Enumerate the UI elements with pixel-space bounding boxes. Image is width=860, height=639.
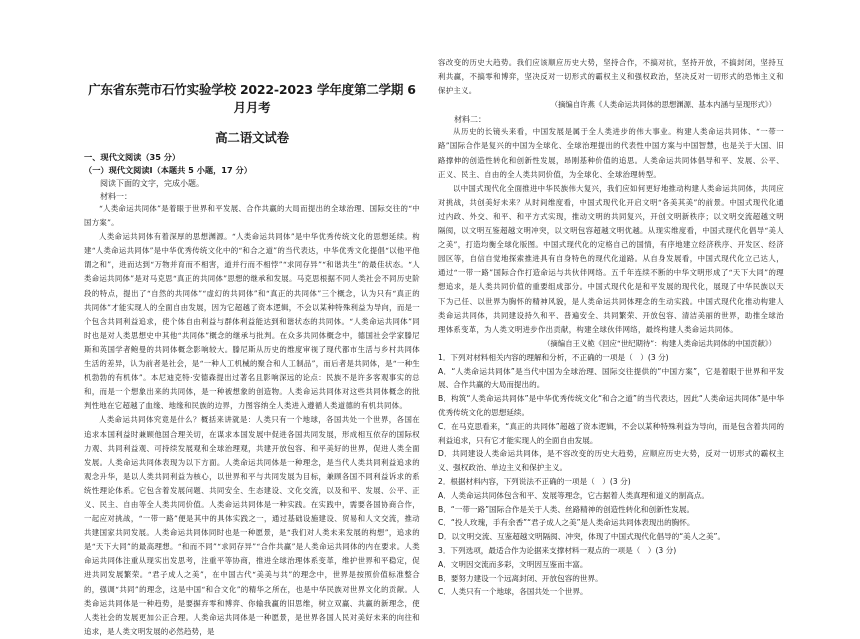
material1-paragraph: “人类命运共同体”是着眼于世界和平发展、合作共赢的大局而提出的全球治理、国际交往的“中国方案”。	[84, 204, 420, 228]
question-option: C．人类只有一个地球，各国共处一个世界。	[438, 587, 588, 597]
subsection-heading: （一）现代文阅读Ⅰ（本题共 5 小题，17 分）	[84, 165, 252, 175]
section-heading: 一、现代文阅读（35 分）	[84, 152, 181, 162]
exam-title-line2: 高二语文试卷	[215, 130, 289, 145]
material1-paragraph: 人类命运共同体有着深厚的思想渊源。“人类命运共同体”是中华优秀传统文化的思想延续。构建“人类命运共同体”是中华优秀传统文化中的“和合之道”的当代表达，中华优秀文化提倡“以他平他谓之和”，进而达到“万物并育而不相害，道并行而不相悖”“求同存异”“和谐共生”的最佳状态。“人类命运共同体”是对马克思“真正的共同体”思想的继承和发展。马克思根据不同人类社会不同历史阶段的特点，提出了“自然的共同体”“虚幻的共同体”和“真正的共同体”三个概念，认为只有“真正的共同体”才能实现人的全面自由发展，因为它超越了资本逻辑，不会以某种特殊利益为导向，而是一个包含共同利益追求，使个体自由利益与群体利益能达到和谐状态的共同体。“人类命运共同体”同时也是对人类思想史中其他“共同体”概念的继承与批判。在众多共同体概念中，德国社会学家滕尼斯和英国学者鲍曼的共同体概念影响较大。滕尼斯从历史的维度审视了现代都市生活与乡村共同体生活的差异，认为前者是社会，是“一种人工机械的聚合和人工制品”，而后者是共同体，是“一种生机勃勃的有机体”。本尼迪克特·安德森提出过著名且影响深远的论点：民族不是许多客观事实的总和，而是一个想象出来的共同体，是一种被想象的创造物。人类命运共同体对这些共同体概念的批判性地在它超越了血缘、地缘和民族的边界，力图容纳全人类进入遵循人类道德的有机共同体。	[84, 232, 420, 411]
question-2	[438, 475, 784, 544]
material1-source: （摘编自许燕《人类命运共同体的思想渊源、基本内涵与呈现形式》）	[550, 100, 776, 110]
material1-label: 材料一：	[100, 192, 132, 201]
right-column	[438, 0, 784, 608]
question-option: A．文明因交流而多彩，文明因互鉴而丰富。	[438, 559, 588, 569]
question-stem: 3．下列选项，最适合作为论据来支撑材料一观点的一项是（ ）(3 分)	[438, 546, 677, 556]
material2-source: （摘编自王义桅《回应“世纪期待”：构建人类命运共同体的中国贡献》）	[543, 338, 776, 348]
question-option: D．以文明交流、互鉴超越文明隔阂、冲突，体现了中国式现代化倡导的“美人之美”。	[438, 532, 726, 542]
material2-paragraph: 从历史的长镜头来看，中国发展是属于全人类进步的伟大事业。构建人类命运共同体、“一带一路”国际合作是复兴的中国为全球化、全球治理提出的代表性中国方案与中国智慧，也是关于大国、旧路撑伸的创造性转化和创新性发展，昂刚基种价值的追思。人类命运共同体倡导和平、发展、公平、正义、民主、自由的全人类共同价值，为全球化、全球治理转型。	[438, 127, 784, 179]
question-option: C．在马克思看来，“真正的共同体”超越了资本逻辑，不会以某种特殊利益为导向，而是包含着共同的利益追求，只有它才能实现人的全面自由发展。	[438, 421, 784, 445]
question-option: B．“一带一路”国际合作是关于人类、丝路精神的创造性转化和创新性发展。	[438, 504, 695, 514]
material1-continuation: 容改变的历史大趋势。我们应该顺应历史大势，坚持合作，不搞对抗，坚持开放，不搞封闭，坚持互利共赢，不搞零和博弈，坚决反对一切形式的霸权主义和强权政治，坚决反对一切形式的恐怖主义和保护主义。	[438, 58, 784, 96]
question-option: D．共同建设人类命运共同体，是不容改变的历史大趋势，应顺应历史大势，反对一切形式的霸权主义、强权政治、单边主义和保护主义。	[438, 449, 784, 473]
question-3	[438, 544, 784, 599]
question-1	[438, 351, 784, 475]
question-stem: 1．下列对材料相关内容的理解和分析，不正确的一项是（ ）(3 分)	[438, 352, 669, 362]
exam-title-line1: 广东省东莞市石竹实验学校 2022-2023 学年度第二学期 6 月月考	[88, 82, 416, 115]
question-option: C．“投人玫瑰，手有余香”“君子成人之美”是人类命运共同体表现出的胸怀。	[438, 518, 695, 528]
question-option: B．构筑“人类命运共同体”是中华优秀传统文化“和合之道”的当代表达，因此“人类命运共同体”是中华优秀传统文化的思想延续。	[438, 394, 784, 418]
material2-paragraph: 以中国式现代化全面推进中华民族伟大复兴，我们应如何更好地推动构建人类命运共同体，共同应对挑战，共创美好未来？从时间维度看，中国式现代化开启文明“各美其美”的前景。中国式现代化通过内政、外交、和平、和平方式实现，推动文明的共同复兴，开创文明新秩序；以文明交流超越文明隔阂，以文明互鉴超越文明冲突，以文明包容超越文明优越。从现实维度看，中国式现代化倡导“美人之美”，打造均衡全球化版图。中国式现代化的定格自己的国情，有序地建立经济秩序、开发区、经济园区等，自信自觉地探索推进具有自身特色的现代化道路。从自身发展看，中国式现代化立己达人，通过“一带一路”国际合作打造命运与共伙伴网络。五千年连续不断的中华文明形成了“天下大同”的理想追求，是人类共同价值的重要组成部分。中国式现代化是和平发展的现代化，展现了中华民族以天下为己任、以世界为胸怀的精神风貌，是人类命运共同体理念的生动实践。中国式现代化推动构建人类命运共同体，共同建设持久和平、普遍安全、共同繁荣、开放包容、清洁美丽的世界，助推全球治理体系变革，为人类文明进步作出贡献，构建全球伙伴网络，最终构建人类命运共同体。	[438, 183, 784, 334]
question-option: A．人类命运共同体包含和平、发展等理念，它古据着人类真理和道义的制高点。	[438, 490, 709, 500]
material2-label: 材料二：	[454, 115, 486, 125]
question-option: B．要努力建设一个远离封闭、开放包容的世界。	[438, 573, 603, 583]
reading-instruction: 阅读下面的文字，完成小题。	[100, 179, 204, 188]
question-stem: 2．根据材料内容，下列说法不正确的一项是（ ）(3 分)	[438, 477, 631, 487]
question-option: A．“人类命运共同体”是当代中国为全球治理、国际交往提供的“中国方案”，它是着眼于世界和平发展、合作共赢的大局而提出的。	[438, 366, 784, 390]
left-column	[84, 0, 420, 636]
material1-paragraph: 人类命运共同体究竟是什么？概括来讲就是：人类只有一个地球，各国共处一个世界，各国在追求本国利益时兼顾他国合理关切，在谋求本国发展中促进各国共同发展，形成相互依存的国际权力观、共同利益观、可持续发展观和全球治理观，共建开放包容、和平美好的世界，促进人类全面发展。人类命运共同体表现为以下方面。人类命运共同体是一种理念，是当代人类共同利益追求的观念升华，是以人类共同利益为核心，以世界和平与共同发展为目标，兼顾各国不同利益诉求的系统性理论体系。它包含着发展问题、共同安全、生态建设、文化交流，以及和平、发展、公平、正义、民主、自由等全人类共同价值。人类命运共同体是一种实践。在实践中，需要各国协商合作，一起应对挑战，“一带一路”便是其中的具体实践之一，通过基础设施建设、贸易和人文交流，推动共建国家共同发展。人类命运共同体同时也是一种愿景，是“我们对人类未来发展的构想”，追求的是“天下大同”的最高理想。“和而不同”“求同存异”“合作共赢”是人类命运共同体的内在要求。人类命运共同体注重从现实出发思考，注重平等协商，推进全球治理体系变革，维护世界和平稳定，促进共同发展繁荣。“君子成人之美”，在中国古代“美美与共”的理念中，世界是按照价值标准整合的，强调“共同”的理念，这是中国“和合文化”的精华之所在，也是中华民族对世界文化的贡献。人类命运共同体是一种趋势，是要摒弃零和博弈、你输我赢的旧思维，树立双赢、共赢的新理念，使人类社会的发展更加公正合理。人类命运共同体是一种愿景，是世界各国人民对美好未来的向往和追求，是人类文明发展的必然趋势，是	[84, 415, 420, 636]
